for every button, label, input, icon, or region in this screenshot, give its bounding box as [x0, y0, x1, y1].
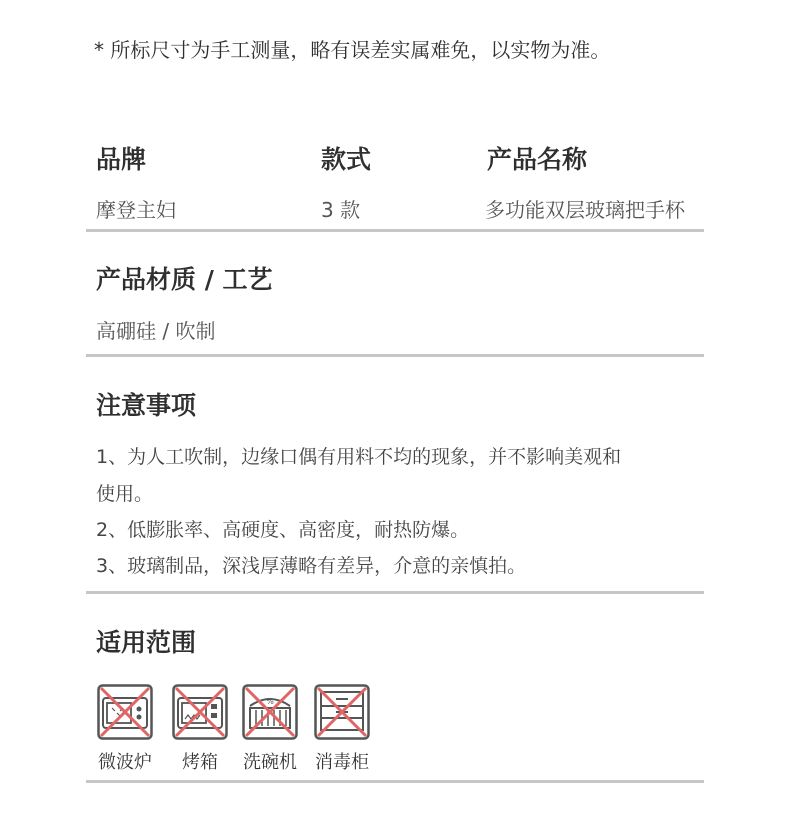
sterilizer-icon [314, 684, 370, 740]
measurement-note: * 所标尺寸为手工测量，略有误差实属难免，以实物为准。 [94, 38, 611, 62]
product-name-label: 产品名称 [487, 145, 588, 174]
product-name-value: 多功能双层玻璃把手杯 [485, 198, 685, 222]
microwave-icon [97, 684, 153, 740]
divider [86, 354, 704, 357]
notice-line: 使用。 [96, 483, 154, 505]
dishwasher-icon [242, 684, 298, 740]
scope-title: 适用范围 [96, 628, 197, 657]
scope-item-label: 洗碗机 [243, 752, 297, 773]
brand-value: 摩登主妇 [96, 198, 176, 222]
divider [86, 780, 704, 783]
divider [86, 591, 704, 594]
style-label: 款式 [321, 145, 372, 174]
notice-title: 注意事项 [96, 391, 197, 420]
material-value: 高硼硅 / 吹制 [96, 319, 216, 343]
notice-line: 3、玻璃制品，深浅厚薄略有差异，介意的亲慎拍。 [96, 555, 527, 577]
oven-icon [172, 684, 228, 740]
scope-item-label: 微波炉 [98, 752, 152, 773]
material-label: 产品材质 / 工艺 [96, 265, 273, 294]
scope-item-label: 消毒柜 [315, 752, 369, 773]
notice-line: 2、低膨胀率、高硬度、高密度，耐热防爆。 [96, 519, 470, 541]
scope-item-label: 烤箱 [182, 752, 218, 773]
style-value: 3 款 [321, 198, 361, 222]
svg-text:%: % [266, 697, 274, 706]
brand-label: 品牌 [96, 145, 147, 174]
divider [86, 229, 704, 232]
notice-line: 1、为人工吹制，边缘口偶有用料不均的现象，并不影响美观和 [96, 446, 622, 468]
